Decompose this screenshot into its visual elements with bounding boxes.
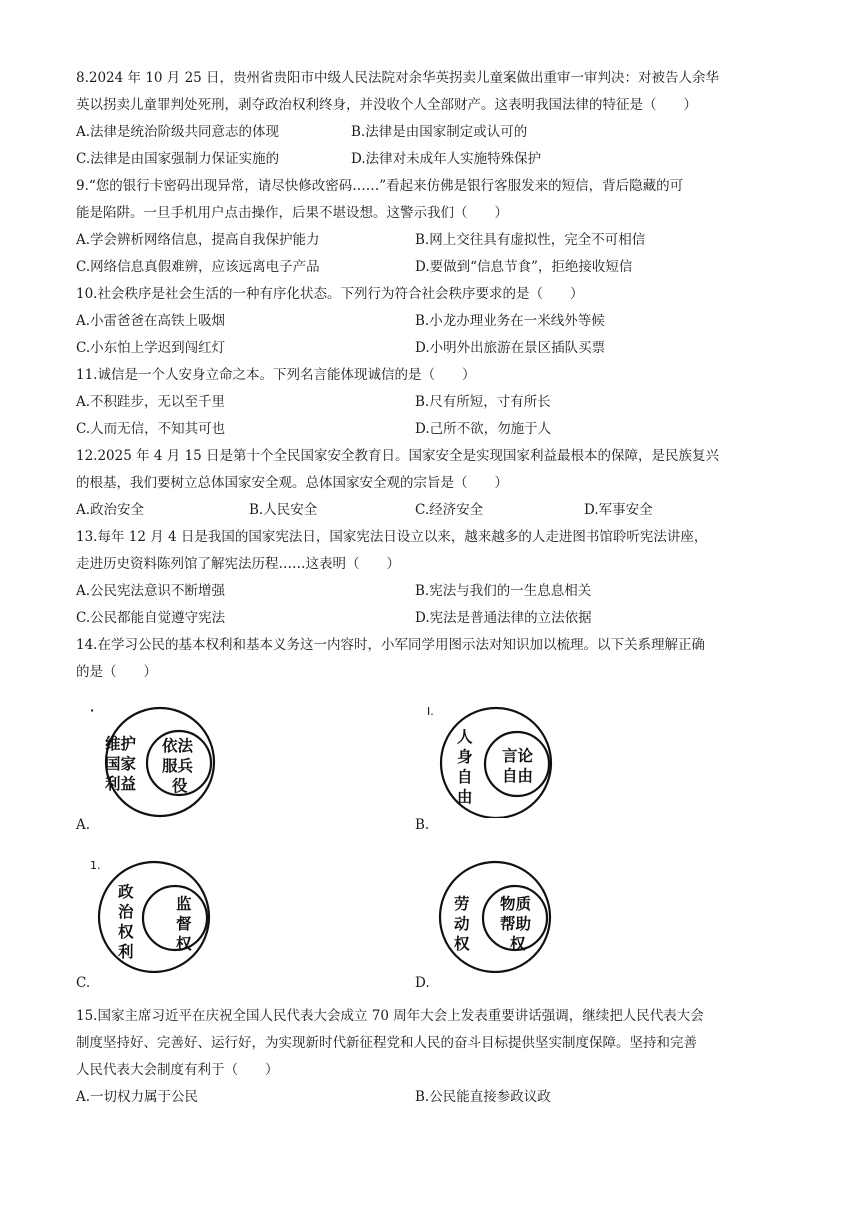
q14-d-inner-text-3: 权: [510, 935, 526, 953]
q10-option-a: A.小雷爸爸在高铁上吸烟: [76, 313, 226, 329]
q14-c-outer-text-4: 利: [118, 943, 134, 961]
q14-a-outer-text-3: 利益: [105, 775, 137, 793]
q13-stem-line1: 13.每年 12 月 4 日是我国的国家宪法日，国家宪法日设立以来，越来越多的人走进图书馆聆听宪法讲座，: [76, 529, 708, 545]
q14-diagram-b: [424, 700, 574, 818]
q13-stem-line2: 走进历史资料陈列馆了解宪法历程……这表明（ ）: [76, 556, 400, 572]
q14-a-inner-text-2: 服兵: [162, 757, 194, 775]
q9-option-c: C.网络信息真假难辨，应该远离电子产品: [76, 259, 320, 275]
q9-option-d: D.要做到“信息节食”，拒绝接收短信: [415, 259, 633, 275]
q14-a-corner-mark: ·: [90, 704, 95, 717]
q10-option-d: D.小明外出旅游在景区插队买票: [415, 340, 606, 356]
q14-stem-line2: 的是（ ）: [76, 664, 157, 680]
q14-diagram-a-label: A.: [76, 817, 91, 833]
q13-option-c: C.公民都能自觉遵守宪法: [76, 610, 226, 626]
q14-c-corner-mark: 1.: [90, 859, 101, 872]
q14-b-inner-text-1: 言论: [502, 747, 534, 765]
q14-d-outer-text-2: 动: [454, 915, 470, 933]
q14-b-outer-text-4: 由: [457, 788, 473, 806]
q12-option-c: C.经济安全: [415, 502, 484, 518]
q15-option-a: A.一切权力属于公民: [76, 1089, 199, 1105]
q14-b-inner-text-2: 自由: [502, 767, 534, 785]
q14-diagram-c-label: C.: [76, 975, 91, 991]
q13-option-b: B.宪法与我们的一生息息相关: [415, 583, 592, 599]
q14-diagram-d: [424, 855, 574, 973]
q14-diagram-b-label: B.: [415, 817, 430, 833]
q12-stem-line1: 12.2025 年 4 月 15 日是第十个全民国家安全教育日。国家安全是实现国家利益最根本的保障，是民族复兴: [76, 448, 720, 464]
q12-stem-line2: 的根基，我们要树立总体国家安全观。总体国家安全观的宗旨是（ ）: [76, 475, 508, 491]
q14-d-outer-text-3: 权: [454, 935, 470, 953]
q14-d-inner-text-2: 帮助: [500, 915, 532, 933]
q10-option-b: B.小龙办理业务在一米线外等候: [415, 313, 605, 329]
q14-diagram-a: [82, 700, 232, 818]
q11-option-c: C.人而无信，不知其可也: [76, 421, 226, 437]
q13-option-d: D.宪法是普通法律的立法依据: [415, 610, 592, 626]
q14-c-inner-circle: [143, 886, 207, 950]
q14-stem-line1: 14.在学习公民的基本权利和基本义务这一内容时，小军同学用图示法对知识加以梳理。以下关系理解正确: [76, 637, 705, 653]
q15-stem-line2: 制度坚持好、完善好、运行好，为实现新时代新征程党和人民的奋斗目标提供坚实制度保障。坚持和完善: [76, 1035, 697, 1051]
q12-option-b: B.人民安全: [249, 502, 318, 518]
q14-c-outer-text-2: 治: [118, 903, 134, 921]
q14-a-outer-text-2: 国家: [105, 755, 137, 773]
q14-b-outer-text-2: 身: [457, 748, 473, 766]
q14-a-inner-text-1: 依法: [162, 737, 194, 755]
q8-option-d: D.法律对未成年人实施特殊保护: [351, 151, 542, 167]
q12-option-a: A.政治安全: [76, 502, 145, 518]
q15-option-b: B.公民能直接参政议政: [415, 1089, 551, 1105]
q8-option-b: B.法律是由国家制定或认可的: [351, 124, 528, 140]
q8-option-a: A.法律是统治阶级共同意志的体现: [76, 124, 280, 140]
q11-stem-line1: 11.诚信是一个人安身立命之本。下列名言能体现诚信的是（ ）: [76, 367, 476, 383]
q12-option-d: D.军事安全: [584, 502, 653, 518]
q14-c-inner-text-3: 权: [176, 935, 192, 953]
q14-a-inner-text-3: 役: [172, 777, 188, 795]
q14-c-outer-text-3: 权: [118, 923, 134, 941]
q8-stem-line2: 英以拐卖儿童罪判处死刑，剥夺政治权利终身，并没收个人全部财产。这表明我国法律的特征是（ ）: [76, 97, 697, 113]
q9-option-b: B.网上交往具有虚拟性，完全不可相信: [415, 232, 646, 248]
q11-option-a: A.不积跬步，无以至千里: [76, 394, 226, 410]
q8-stem-line1: 8.2024 年 10 月 25 日，贵州省贵阳市中级人民法院对余华英拐卖儿童案做出重审一审判决：对被告人余华: [76, 70, 720, 86]
q9-stem-line2: 能是陷阱。一旦手机用户点击操作，后果不堪设想。这警示我们（ ）: [76, 205, 508, 221]
q14-c-inner-text-1: 监: [176, 895, 192, 913]
q14-b-outer-text-3: 自: [457, 768, 473, 786]
q10-option-c: C.小东怕上学迟到闯红灯: [76, 340, 226, 356]
q14-b-corner-mark: I.: [427, 705, 434, 718]
q14-c-outer-circle: [99, 862, 209, 972]
q15-stem-line3: 人民代表大会制度有利于（ ）: [76, 1062, 279, 1078]
q10-stem-line1: 10.社会秩序是社会生活的一种有序化状态。下列行为符合社会秩序要求的是（ ）: [76, 286, 584, 302]
q14-diagram-c: [82, 855, 232, 973]
q14-b-outer-text-1: 人: [457, 728, 473, 746]
q11-option-b: B.尺有所短，寸有所长: [415, 394, 551, 410]
q14-a-outer-text-1: 维护: [105, 735, 137, 753]
q14-c-inner-text-2: 督: [176, 915, 192, 933]
q14-d-inner-text-1: 物质: [500, 895, 532, 913]
q9-option-a: A.学会辨析网络信息，提高自我保护能力: [76, 232, 320, 248]
q14-c-outer-text-1: 政: [118, 883, 134, 901]
q11-option-d: D.己所不欲，勿施于人: [415, 421, 552, 437]
q15-stem-line1: 15.国家主席习近平在庆祝全国人民代表大会成立 70 周年大会上发表重要讲话强调，继续把人民代表大会: [76, 1008, 704, 1024]
q9-stem-line1: 9.“您的银行卡密码出现异常，请尽快修改密码……”看起来仿佛是银行客服发来的短信，背后隐藏的可: [76, 178, 684, 194]
q13-option-a: A.公民宪法意识不断增强: [76, 583, 226, 599]
q14-d-outer-text-1: 劳: [454, 895, 470, 913]
q14-diagram-d-label: D.: [415, 975, 430, 991]
q8-option-c: C.法律是由国家强制力保证实施的: [76, 151, 280, 167]
